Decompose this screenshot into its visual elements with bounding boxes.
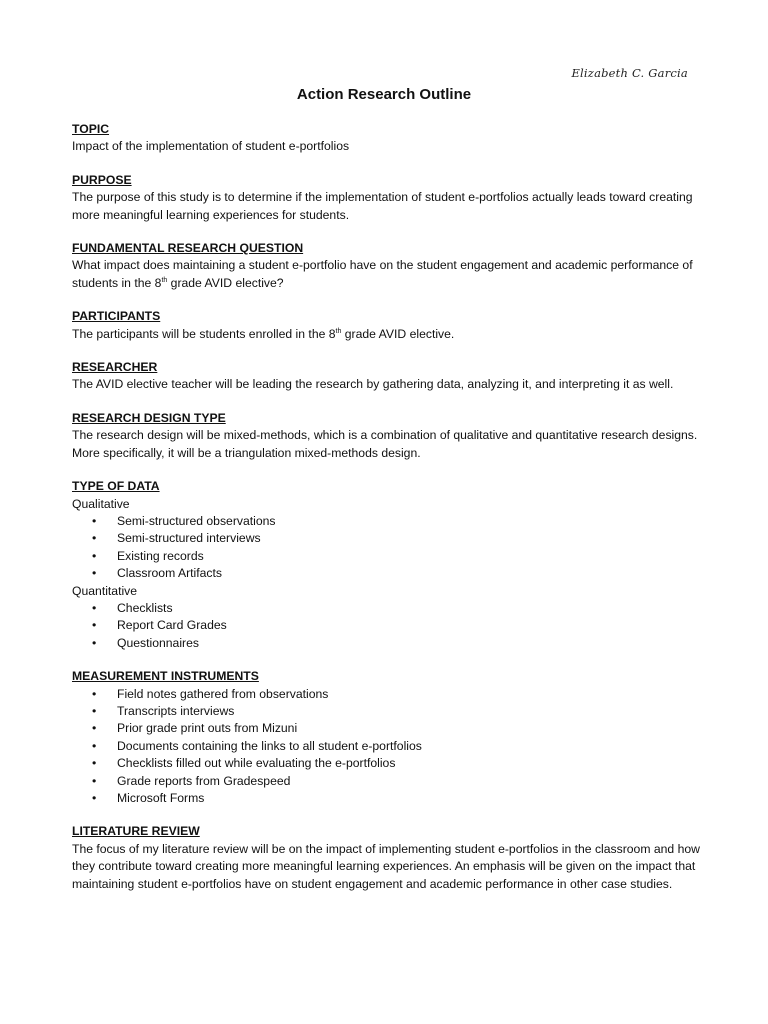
bullet-icon: •	[92, 773, 97, 788]
bullet-icon: •	[92, 703, 97, 718]
bullet-icon: •	[92, 566, 97, 581]
list-item	[72, 635, 702, 652]
section-text	[72, 326, 702, 343]
section-literature-review	[72, 823, 702, 893]
qualitative-list	[72, 513, 702, 583]
section-heading: MEASUREMENT INSTRUMENTS	[72, 669, 259, 684]
superscript: th	[161, 276, 168, 284]
bullet-icon: •	[92, 791, 97, 805]
section-text: The research design will be mixed-methods, which is a combination of qualitative and quantitative research designs. More specifically, it will be a triangulation mixed-methods design.	[72, 428, 698, 460]
list-item-text: Grade reports from Gradespeed	[117, 773, 291, 788]
text-part: The participants will be students enrolled in the 8	[72, 326, 336, 341]
quantitative-label: Quantitative	[72, 583, 138, 598]
bullet-icon: •	[92, 721, 97, 736]
list-item	[72, 548, 702, 565]
list-item	[72, 755, 702, 772]
quantitative-list	[72, 600, 702, 652]
section-instruments	[72, 668, 702, 807]
bullet-icon: •	[92, 635, 97, 650]
list-item	[72, 530, 702, 547]
bullet-icon: •	[92, 531, 97, 546]
instruments-list	[72, 686, 702, 808]
list-item	[72, 738, 702, 755]
list-item-text: Report Card Grades	[117, 618, 227, 633]
superscript: th	[335, 327, 342, 335]
list-item-text: Checklists filled out while evaluating the e-portfolios	[117, 756, 396, 771]
document-body	[72, 121, 702, 909]
list-item	[72, 790, 702, 807]
section-heading: TOPIC	[72, 122, 110, 136]
list-item-text: Prior grade print outs from Mizuni	[117, 721, 298, 736]
section-heading: RESEARCH DESIGN TYPE	[72, 410, 226, 425]
document-title: Action Research Outline	[296, 86, 472, 103]
author-signature: Elizabeth C. Garcia	[571, 66, 688, 80]
text-part: grade AVID elective?	[167, 275, 284, 290]
list-item	[72, 513, 702, 530]
list-item	[72, 773, 702, 790]
section-participants	[72, 308, 702, 343]
list-item	[72, 686, 702, 703]
section-purpose	[72, 172, 702, 224]
bullet-icon: •	[92, 686, 97, 701]
section-text: The AVID elective teacher will be leading the research by gathering data, analyzing it, and interpreting it as well.	[72, 377, 674, 392]
list-item	[72, 565, 702, 582]
section-text: Impact of the implementation of student e-portfolios	[72, 139, 350, 154]
list-item-text: Microsoft Forms	[117, 791, 205, 805]
bullet-icon: •	[92, 618, 97, 633]
section-topic	[72, 121, 702, 156]
text-part: grade AVID elective.	[341, 326, 455, 341]
list-item	[72, 703, 702, 720]
list-item-text: Semi-structured observations	[117, 513, 276, 528]
list-item-text: Existing records	[117, 548, 204, 563]
bullet-icon: •	[92, 600, 97, 615]
list-item	[72, 720, 702, 737]
qualitative-label: Qualitative	[72, 496, 130, 511]
list-item-text: Questionnaires	[117, 635, 199, 650]
section-heading: PARTICIPANTS	[72, 309, 161, 324]
list-item-text: Documents containing the links to all student e-portfolios	[117, 738, 422, 753]
section-research-question	[72, 240, 702, 292]
section-heading: PURPOSE	[72, 172, 132, 187]
bullet-icon: •	[92, 756, 97, 771]
list-item	[72, 600, 702, 617]
list-item	[72, 617, 702, 634]
list-item-text: Transcripts interviews	[117, 703, 235, 718]
list-item-text: Checklists	[117, 600, 173, 615]
section-heading: LITERATURE REVIEW	[72, 824, 200, 839]
section-heading: TYPE OF DATA	[72, 479, 160, 494]
list-item-text: Semi-structured interviews	[117, 531, 261, 546]
section-data-type	[72, 478, 702, 652]
section-heading: RESEARCHER	[72, 360, 158, 375]
text-part: What impact does maintaining a student e-portfolio have on the student engagement and academic performance of students in the 8	[72, 258, 693, 290]
section-text	[72, 257, 702, 292]
section-researcher	[72, 359, 702, 394]
bullet-icon: •	[92, 738, 97, 753]
bullet-icon: •	[92, 548, 97, 563]
list-item-text: Field notes gathered from observations	[117, 686, 329, 701]
list-item-text: Classroom Artifacts	[117, 566, 222, 581]
section-heading: FUNDAMENTAL RESEARCH QUESTION	[72, 241, 304, 256]
bullet-icon: •	[92, 513, 97, 528]
section-text: The focus of my literature review will be on the impact of implementing student e-portfolios in the classroom and how they contribute toward creating more meaningful learning experiences. An emphasis will be given on the impact that maintaining student e-portfolios have on student engagement and academic performance in other case studies.	[72, 841, 700, 891]
section-design-type	[72, 410, 702, 462]
section-text: The purpose of this study is to determine if the implementation of student e-portfolios actually leads toward creating more meaningful learning experiences for students.	[72, 190, 693, 222]
